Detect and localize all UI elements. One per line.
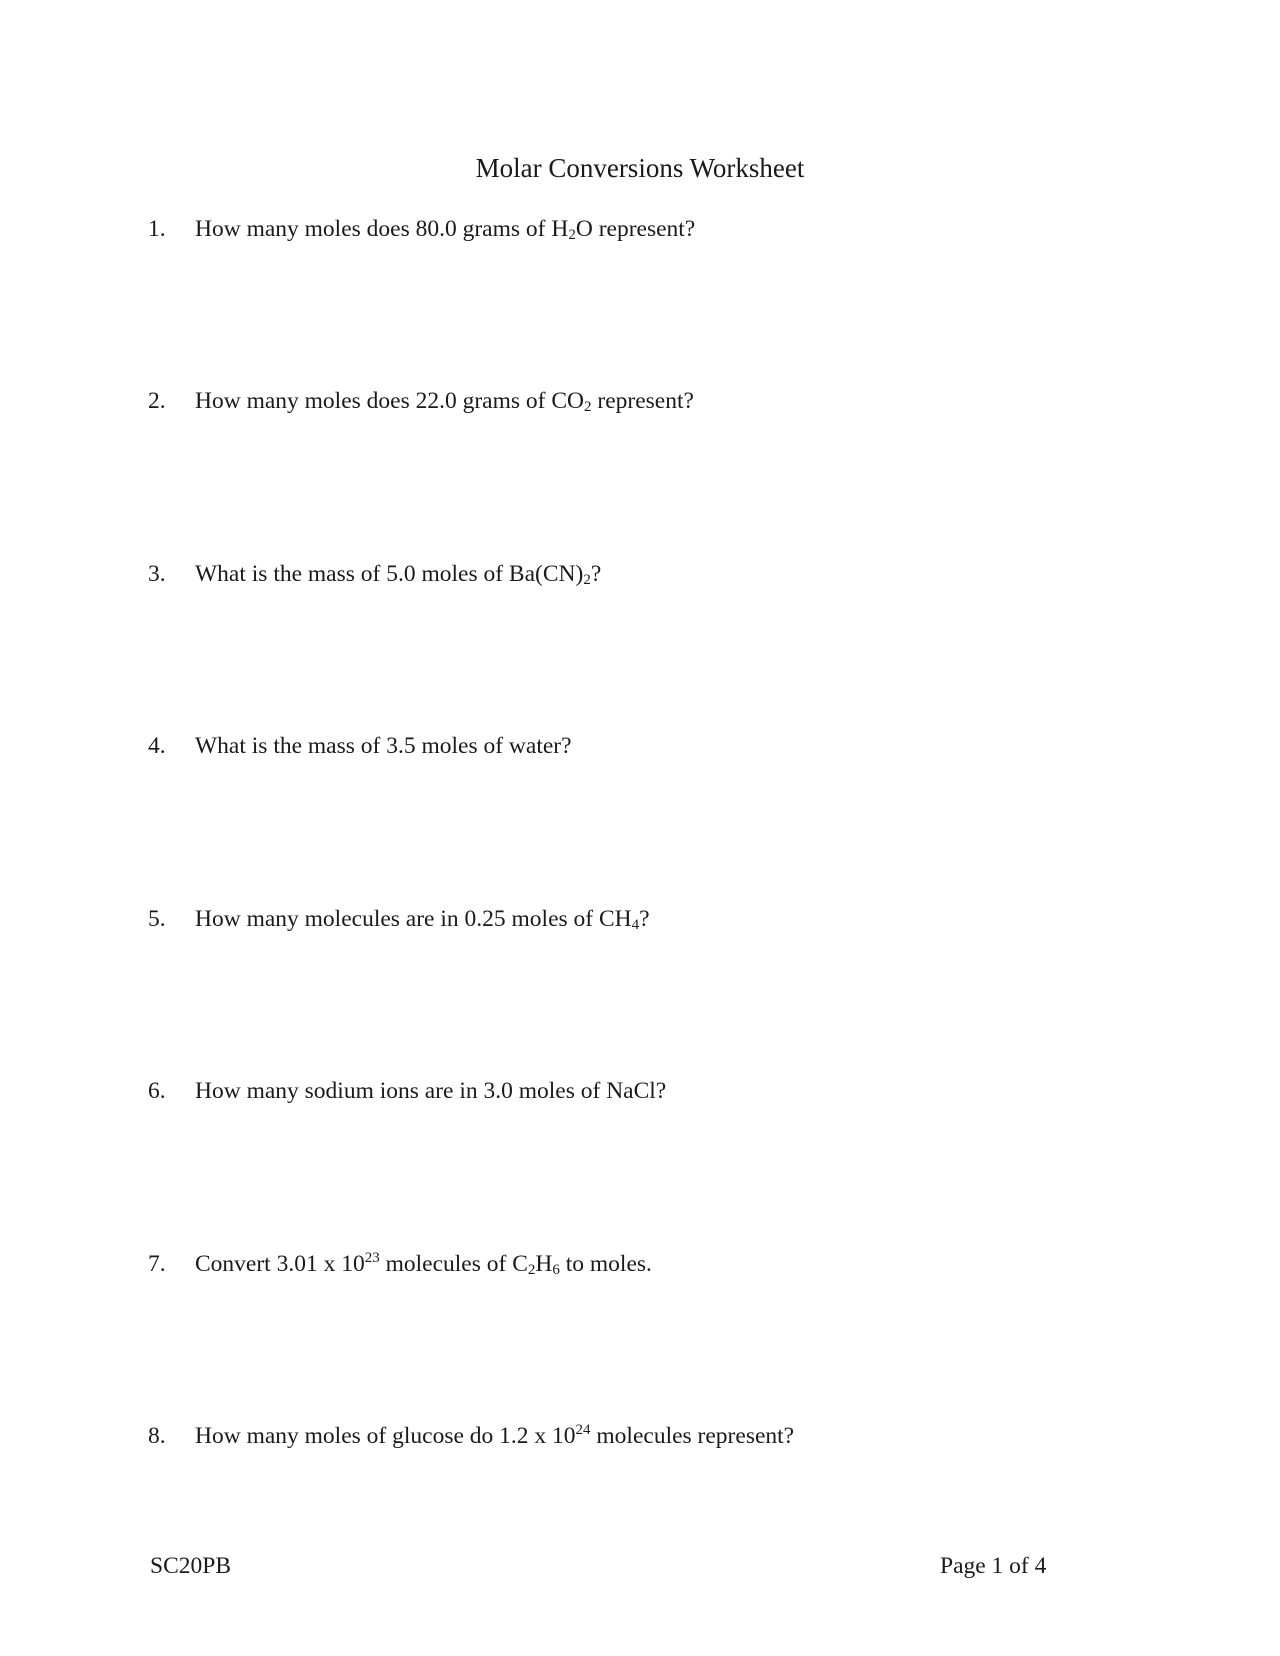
subscript: 4 [631,917,640,933]
question-number: 1. [148,216,166,242]
question-text: How many moles of glucose do 1.2 x $10^{24}$ molecules represent? [195,1422,795,1449]
question-number: 5. [148,906,166,932]
question-4 [148,728,1148,764]
question-text: Convert 3.01 x $10^{23}$ molecules of $C_2H_6$ to moles. [195,1250,652,1278]
question-7 [148,1246,1148,1282]
superscript: 23 [364,1250,380,1266]
footer-course-code: SC20PB [150,1553,231,1579]
subscript: 2 [583,572,591,588]
subscript: 2 [568,227,576,243]
worksheet-title: Molar Conversions Worksheet [475,153,805,183]
question-text: What is the mass of 5.0 moles of $Ba(CN)_2$? [195,561,602,588]
subscript: 2 [527,1262,536,1278]
question-8 [148,1418,1148,1454]
question-1 [148,211,1148,247]
question-3 [148,556,1148,592]
question-number: 6. [148,1078,166,1104]
question-number: 8. [148,1423,166,1449]
question-text: How many moles does 80.0 grams of $H_2O$ represent? [195,216,696,243]
question-text: How many moles does 22.0 grams of $CO_2$ represent? [195,388,694,415]
question-number: 7. [148,1251,166,1277]
subscript: 2 [584,399,592,415]
question-number: 2. [148,388,166,414]
question-6 [148,1073,1148,1109]
question-2 [148,383,1148,419]
subscript: 6 [552,1262,560,1278]
question-number: 3. [148,561,166,587]
superscript: 24 [575,1422,591,1438]
question-5 [148,901,1148,937]
question-number: 4. [148,733,166,759]
footer-page-number: Page 1 of 4 [940,1553,1047,1579]
question-text: How many molecules are in 0.25 moles of $CH_4$? [195,906,650,933]
question-text: What is the mass of 3.5 moles of water? [195,733,572,759]
question-text: How many sodium ions are in 3.0 moles of NaCl? [195,1078,667,1104]
